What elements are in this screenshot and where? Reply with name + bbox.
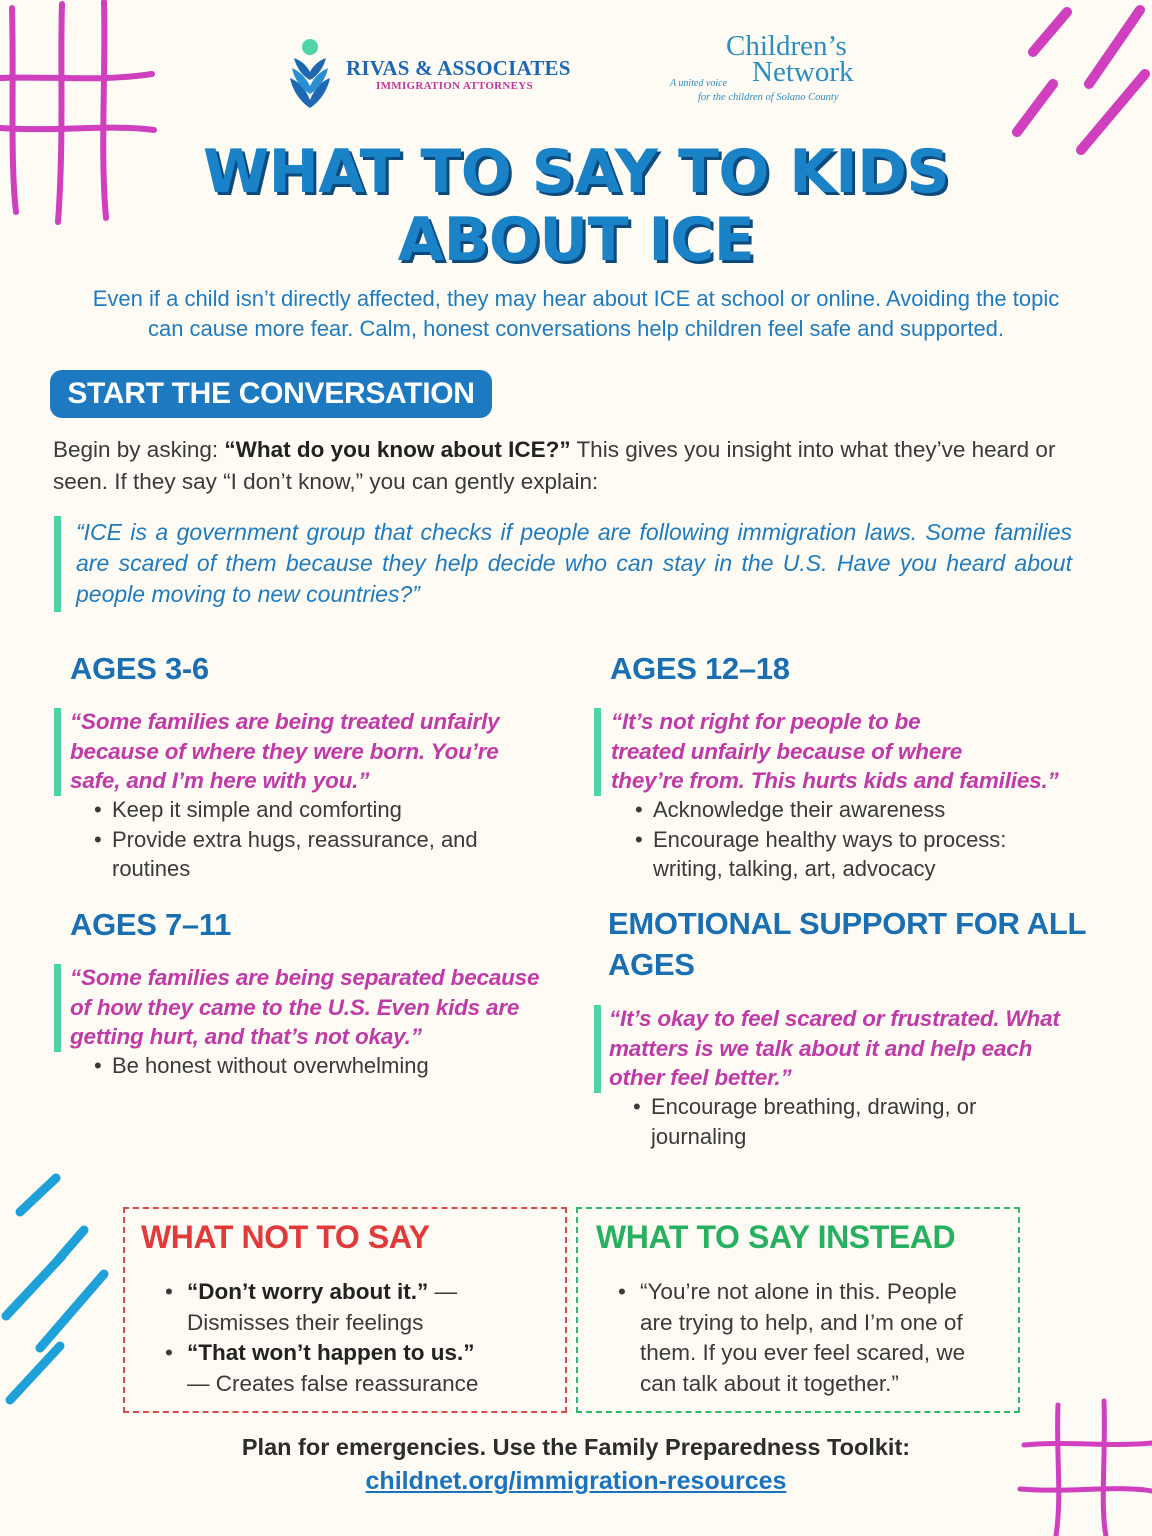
rivas-subtitle: IMMIGRATION ATTORNEYS — [376, 80, 533, 92]
heading-line: AGES — [608, 947, 695, 982]
ages-7-11-heading: AGES 7–11 — [70, 907, 232, 942]
what-not-to-say-box — [123, 1207, 567, 1413]
quote-accent-bar — [54, 516, 61, 612]
rivas-name: RIVAS & ASSOCIATES — [346, 56, 571, 80]
childrens-network-logo — [668, 32, 878, 112]
list-item: • Encourage breathing, drawing, or journaling — [633, 1092, 1053, 1151]
dash-doodle-bottom-left — [0, 1168, 130, 1408]
page-title — [100, 138, 1052, 274]
ages-12-18-quote — [611, 707, 1111, 796]
cn-tagline-2: for the children of Solano County — [698, 92, 839, 103]
emotional-support-heading — [608, 903, 1086, 985]
ages-7-11-quote: “Some families are being separated because of how they came to the U.S. Even kids are getting hurt, and that’s not okay.” — [70, 965, 540, 1049]
quote-accent-bar — [594, 1005, 601, 1093]
list-item: • Encourage healthy ways to process: writing, talking, art, advocacy — [635, 825, 1055, 884]
quote-accent-bar — [54, 964, 61, 1052]
heading-line: EMOTIONAL SUPPORT FOR ALL — [608, 906, 1087, 941]
footer — [40, 1430, 1112, 1498]
ages-3-6-quote: “Some families are being treated unfairly because of where they were born. You’re safe, and I’m here with you.” — [70, 709, 500, 793]
quote-line: treated unfairly because of where — [611, 738, 963, 764]
list-item: • Acknowledge their awareness — [635, 795, 1055, 825]
wheat-leaf-icon — [288, 38, 332, 110]
cn-tagline-1: A united voice — [670, 78, 728, 89]
phrase-note: — Dismisses their feelings — [187, 1279, 458, 1335]
phrase: “Don’t worry about it.” — [187, 1279, 429, 1304]
ages-12-18-tips — [635, 795, 1055, 884]
emotional-support-tips — [633, 1092, 1053, 1151]
begin-paragraph — [53, 434, 1113, 498]
ages-3-6-tips — [94, 795, 534, 884]
quote-line: “It’s not right for people to be — [611, 709, 921, 734]
quote-accent-bar — [594, 708, 601, 796]
list-item: • “You’re not alone in this. People are trying to help, and I’m one of them. If you ever feel scared, we can talk about it together.” — [618, 1277, 988, 1399]
quote-accent-bar — [54, 708, 61, 796]
intro-line-1: Even if a child isn’t directly affected, they may hear about ICE at school or online. Avoiding the topic — [92, 286, 1060, 311]
what-to-say-instead-box — [576, 1207, 1020, 1413]
start-conversation-heading: START THE CONVERSATION — [50, 370, 492, 418]
phrase: “That won’t happen to us.” — [187, 1340, 475, 1365]
begin-suffix: This gives you insight into what they’ve heard or seen. If they say “I don’t know,” you can gently explain: — [53, 437, 1056, 494]
cn-logo-line2: Network — [752, 56, 854, 88]
phrase-note: — Creates false reassurance — [187, 1370, 479, 1396]
list-item — [165, 1277, 495, 1338]
intro-text — [40, 284, 1112, 344]
rivas-logo — [288, 38, 598, 110]
ages-12-18-heading: AGES 12–18 — [610, 651, 790, 686]
begin-prefix: Begin by asking: — [53, 437, 225, 462]
toolkit-link[interactable]: childnet.org/immigration-resources — [365, 1467, 787, 1495]
begin-question: “What do you know about ICE?” — [224, 437, 571, 462]
intro-line-2: can cause more fear. Calm, honest conversations help children feel safe and supported. — [147, 316, 1005, 341]
title-line-1: WHAT TO SAY TO KIDS — [202, 137, 950, 207]
what-to-say-instead-list — [618, 1277, 988, 1399]
title-line-2: ABOUT ICE — [397, 205, 755, 275]
cn-logo-line1: Children’s — [726, 30, 847, 62]
ice-explanation-quote: “ICE is a government group that checks if people are following immigration laws. Some families are scared of them because they help decide who can stay in the U.S. Have you heard about people moving to new countries?” — [76, 519, 1072, 607]
ages-3-6-heading: AGES 3-6 — [70, 651, 209, 686]
emotional-support-quote: “It’s okay to feel scared or frustrated. What matters is we talk about it and help each other feel better.” — [609, 1006, 1060, 1090]
list-item: • Be honest without overwhelming — [94, 1051, 534, 1081]
quote-line: they’re from. This hurts kids and families.” — [611, 768, 1059, 793]
what-to-say-instead-heading: WHAT TO SAY INSTEAD — [596, 1219, 956, 1255]
what-not-to-say-heading: WHAT NOT TO SAY — [141, 1219, 430, 1255]
list-item: • Provide extra hugs, reassurance, and routines — [94, 825, 534, 884]
list-item: • Keep it simple and comforting — [94, 795, 534, 825]
footer-text: Plan for emergencies. Use the Family Preparedness Toolkit: — [241, 1434, 911, 1460]
list-item — [165, 1338, 495, 1399]
what-not-to-say-list — [165, 1277, 495, 1399]
ages-7-11-tips — [94, 1051, 534, 1081]
